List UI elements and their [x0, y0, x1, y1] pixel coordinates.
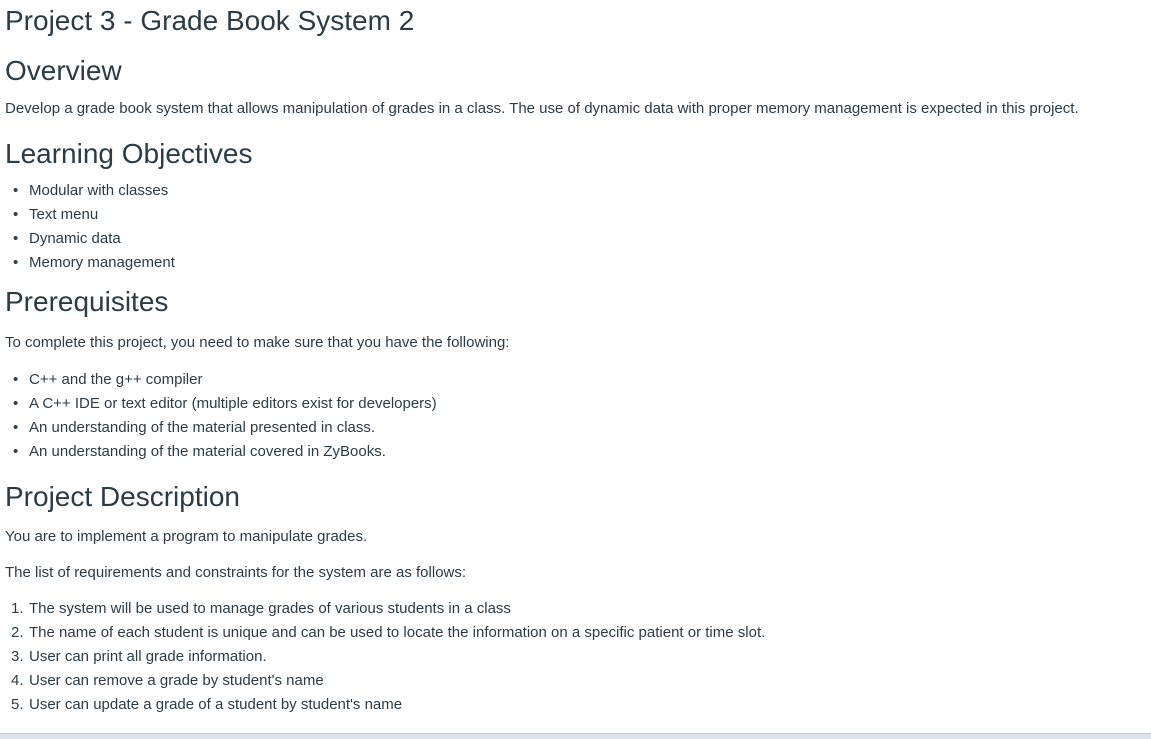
prerequisites-list [5, 368, 1145, 464]
requirement-text: User can update a grade of a student by student's name [29, 696, 403, 713]
list-item: • An understanding of the material presented in class. [5, 416, 1145, 440]
list-item: • C++ and the g++ compiler [5, 368, 1145, 392]
requirement-number: 3. [11, 648, 24, 665]
list-item: • Memory management [5, 251, 1145, 275]
requirement-item [5, 645, 1145, 669]
requirements-list [5, 597, 1145, 717]
document-page [5, 0, 1145, 717]
list-item: • An understanding of the material covered in ZyBooks. [5, 440, 1145, 464]
horizontal-scrollbar[interactable] [0, 733, 1151, 739]
list-item: • Modular with classes [5, 179, 1145, 203]
requirement-text: User can remove a grade by student's name [29, 672, 324, 689]
prerequisites-intro: To complete this project, you need to make sure that you have the following: [5, 334, 510, 351]
requirement-item [5, 669, 1145, 693]
requirement-text: The system will be used to manage grades of various students in a class [29, 600, 511, 617]
requirement-number: 5. [11, 696, 24, 713]
requirement-number: 4. [11, 672, 24, 689]
list-item: • A C++ IDE or text editor (multiple editors exist for developers) [5, 392, 1145, 416]
project-description-heading: Project Description [5, 481, 240, 512]
overview-text: Develop a grade book system that allows manipulation of grades in a class. The use of dynamic data with proper memory management is expected in this project. [5, 100, 1079, 117]
list-item: • Dynamic data [5, 227, 1145, 251]
list-item: • Text menu [5, 203, 1145, 227]
requirement-text: User can print all grade information. [29, 648, 267, 665]
learning-objectives-list [5, 179, 1145, 275]
requirement-item [5, 597, 1145, 621]
learning-objectives-heading: Learning Objectives [5, 138, 253, 169]
requirement-item [5, 621, 1145, 645]
requirement-number: 1. [11, 600, 24, 617]
prerequisites-heading: Prerequisites [5, 286, 169, 317]
page-title: Project 3 - Grade Book System 2 [5, 5, 415, 36]
requirement-item [5, 693, 1145, 717]
requirement-number: 2. [11, 624, 24, 641]
project-description-intro: You are to implement a program to manipulate grades. [5, 528, 368, 545]
overview-heading: Overview [5, 55, 122, 86]
requirements-intro: The list of requirements and constraints for the system are as follows: [5, 564, 467, 581]
requirement-text: The name of each student is unique and can be used to locate the information on a specific patient or time slot. [29, 624, 766, 641]
